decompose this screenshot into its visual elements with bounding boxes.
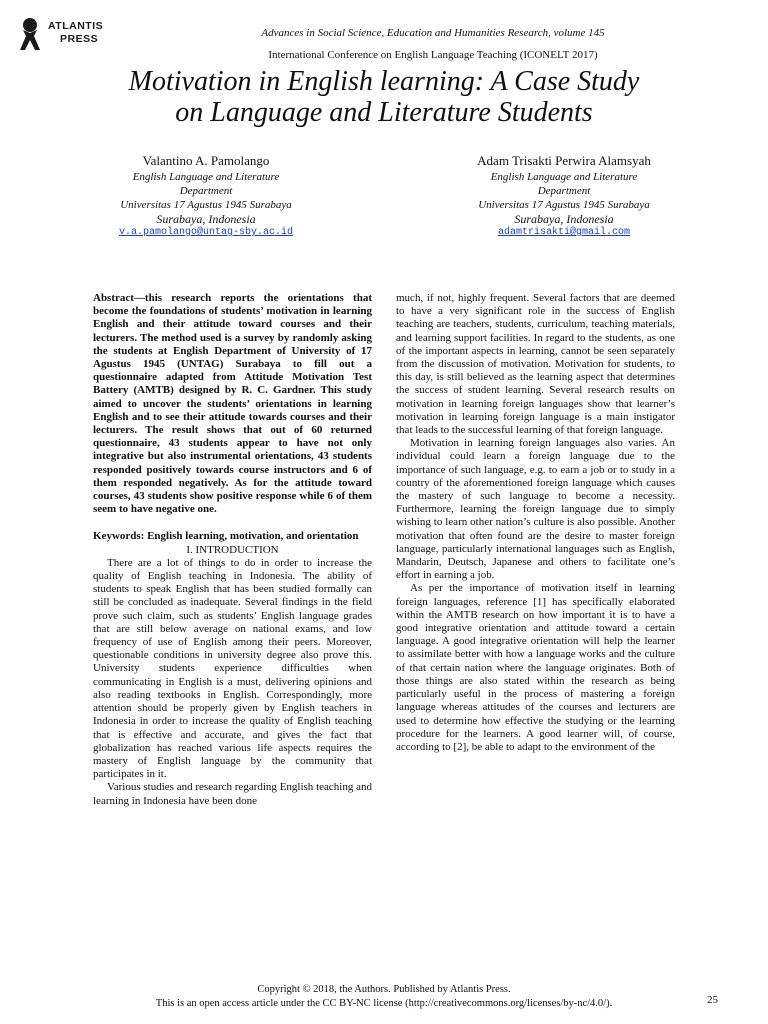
keywords: Keywords: English learning, motivation, and orientation — [93, 530, 359, 543]
atlas-figure-icon — [14, 16, 46, 52]
paragraph: As per the importance of motivation itself in learning foreign languages, reference [1] has specifically elaborated within the AMTB research on how important it is to have a good integrative orientation and attitude toward a certain language. A good integrative orientation will help the learner to assimilate better with how a language works and the culture of that certain nation where the language originates. Both of those things are also stated within the research as being particularly useful in the process of mastering a foreign language whereas attitudes of the courses and lecturers are used to determine how effective the studying or the learning procedure for the learners. A good learner will, of course, according to [2], be able to adapt to the environment of the — [396, 582, 675, 753]
paragraph: There are a lot of things to do in order to increase the quality of English teaching in Indonesia. The ability of students to speak English that has been studied formally can still be concluded as inadequate. Several findings in the field prove such claim, such as students’ English language grades that are still below average on national exams, and low frequency of use of English among their peers. Moreover, questionable conditions in university degree also prove this. University students experience difficulties when communicating in English is a must, delivering opinions and also reading textbooks in English. Correspondingly, more attention should be properly given by English teachers in Indonesia in order to increase the quality of English teaching that is effective and accurate, and gives the fact that globalization has reached various life aspects requires the mastery of English language by the community that participates in it. — [93, 556, 372, 781]
page-number: 25 — [707, 994, 718, 1006]
author-block-1 — [86, 152, 326, 240]
author-location: Surabaya, Indonesia — [514, 212, 614, 226]
license-line: This is an open access article under the CC BY-NC license (http://creativecommons.org/licenses/by-nc/4.0/). — [155, 997, 613, 1009]
conference-name: International Conference on English Language Teaching (ICONELT 2017) — [268, 49, 598, 61]
paragraph: Various studies and research regarding English teaching and learning in Indonesia have been done — [93, 781, 372, 807]
left-column — [93, 292, 372, 808]
author-department: English Language and Literature — [132, 171, 280, 183]
author-name: Adam Trisakti Perwira Alamsyah — [477, 153, 651, 168]
author-university: Universitas 17 Agustus 1945 Surabaya — [478, 199, 650, 211]
right-column — [396, 292, 675, 754]
author-email-link[interactable]: v.a.pamolango@untag-sby.ac.id — [118, 227, 294, 238]
author-department: Department — [179, 185, 233, 197]
author-department: English Language and Literature — [490, 171, 638, 183]
page-footer — [60, 983, 708, 1010]
journal-title: Advances in Social Science, Education and Humanities Research, volume 145 — [261, 27, 605, 39]
copyright-line: Copyright © 2018, the Authors. Published by Atlantis Press. — [257, 984, 511, 995]
abstract: Abstract—this research reports the orientations that become the foundations of students’ motivation in learning English and their attitude toward courses and their lecturers. The method used is a survey by randomly asking the students at English Department of University of 17 Agustus 1945 (UNTAG) Surabaya to fill out a questionnaire adapted from Attitude Motivation Test Battery (AMTB) designed by R. C. Gardner. This study aimed to uncover the students’ orientations in learning English and to see their attitude towards courses and their lecturers. The result shows that out of 60 returned questionnaire, 43 students appear to have not only integrative but also instrumental orientations, 43 students responded positively towards course instructors and 6 of them responded negatively. As for the attitude toward courses, 43 students show positive response while 6 of them seem to have negative one. — [93, 292, 372, 516]
author-email-link[interactable]: adamtrisakti@gmail.com — [497, 227, 631, 238]
paragraph: Motivation in learning foreign languages also varies. An individual could learn a foreign language due to the importance of such language, e.g. to earn a job or to study in a country of the aforementioned foreign language which causes the mastery of such language to become a necessity. Furthermore, learning the foreign language due to simply wishing to learn other nation’s culture is also possible. Another motivation that often found are the desire to master foreign language, particularly international languages such as English, Mandarin, Deutsch, Japanese and others to facilitate one’s effort in earning a job. — [396, 437, 675, 582]
author-location: Surabaya, Indonesia — [156, 212, 256, 226]
author-department: Department — [537, 185, 591, 197]
author-name: Valantino A. Pamolango — [142, 153, 270, 168]
publisher-name: ATLANTIS PRESS — [48, 20, 104, 45]
paragraph: much, if not, highly frequent. Several factors that are deemed to have a very significant role in the success of English teaching are teachers, students, curriculum, teaching materials, and learning support facilities. In regard to the students, as one of the important aspects in learning, cannot be seen separately from the discussion of motivation. Motivation for students, to this day, is still believed as the learning aspect that determines the success of student learning. Several research results on motivation in learning foreign languages show that learner’s motivation in learning foreign language is a main instigator that leads to the successful learning of that foreign language. — [396, 292, 675, 437]
section-heading: I. INTRODUCTION — [186, 543, 279, 556]
author-block-2 — [444, 152, 684, 240]
publisher-logo — [14, 16, 114, 56]
paper-title: Motivation in English learning: A Case Study on Language and Literature Students — [128, 66, 640, 128]
author-university: Universitas 17 Agustus 1945 Surabaya — [120, 199, 292, 211]
